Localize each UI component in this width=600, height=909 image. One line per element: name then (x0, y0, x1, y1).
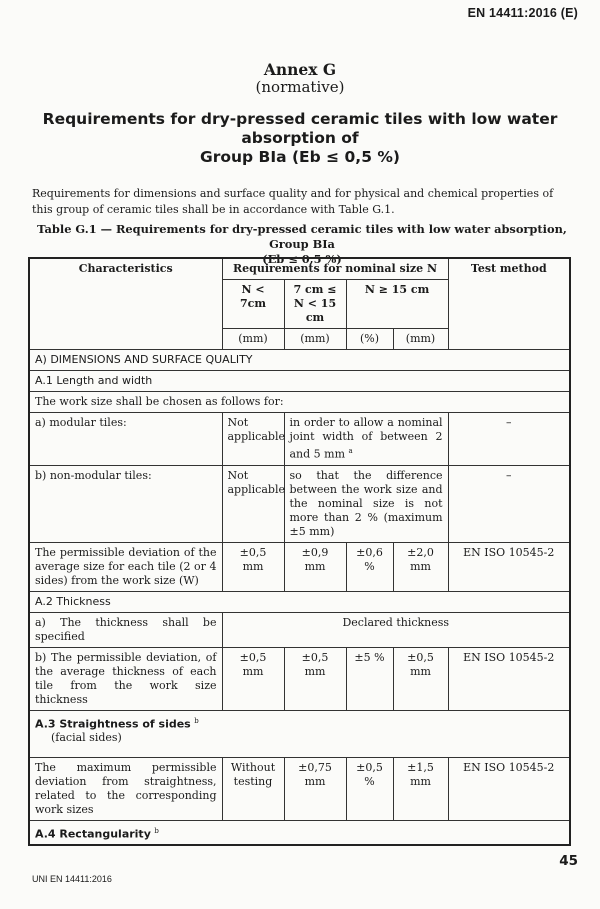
unit-mm: (mm) (222, 329, 284, 350)
straightness-value: Without testing (222, 757, 284, 820)
annex-heading (30, 110, 570, 167)
nonmodular-tiles-label: b) non-modular tiles: (29, 465, 222, 542)
thickness-deviation-value: ±0,5 mm (393, 647, 448, 710)
straightness-test-method: EN ISO 10545-2 (448, 757, 570, 820)
header-test-method: Test method (448, 258, 570, 350)
table-row (29, 413, 570, 466)
modular-test-method: – (448, 413, 570, 466)
section-row (29, 350, 570, 371)
header-requirements: Requirements for nominal size N (222, 258, 448, 280)
straightness-value: ±0,75 mm (284, 757, 346, 820)
straightness-label: The maximum permissible deviation from straightness, related to the corresponding work sizes (29, 757, 222, 820)
table-row (29, 465, 570, 542)
modular-not-applicable: Not applicable (222, 413, 284, 466)
annex-heading-line2: Group BIa (Eb ≤ 0,5 %) (200, 148, 400, 166)
unit-mm: (mm) (284, 329, 346, 350)
thickness-deviation-value: ±0,5 mm (222, 647, 284, 710)
table-caption-line1: Table G.1 — Requirements for dry-pressed ceramic tiles with low water absorption, Group BIa (37, 222, 567, 251)
footnote-a-marker: a (348, 447, 353, 455)
intro-paragraph: Requirements for dimensions and surface quality and for physical and chemical properties of this group of ceramic tiles shall be in accordance with Table G.1. (32, 187, 554, 216)
header-characteristics: Characteristics (29, 258, 222, 350)
subsection-a4-title: A.4 Rectangularity (35, 827, 151, 841)
subsection-row (29, 710, 570, 757)
unit-percent: (%) (346, 329, 393, 350)
table-caption-line2: (Eb ≤ 0,5 %) (262, 252, 342, 266)
thickness-a-label: a) The thickness shall be specified (29, 612, 222, 647)
subheader-n-ge-15: N ≥ 15 cm (346, 280, 448, 329)
requirements-table (28, 257, 571, 846)
standard-reference: EN 14411:2016 (E) (467, 6, 578, 20)
declared-thickness: Declared thickness (222, 612, 570, 647)
size-deviation-test-method: EN ISO 10545-2 (448, 542, 570, 591)
modular-requirement (284, 413, 448, 466)
size-deviation-value: ±0,6 % (346, 542, 393, 591)
subheader-n-lt-7: N < 7cm (222, 280, 284, 329)
nonmodular-not-applicable: Not applicable (222, 465, 284, 542)
subsection-a4 (29, 820, 570, 845)
subheader-7-to-15: 7 cm ≤ N < 15 cm (284, 280, 346, 329)
thickness-test-method: EN ISO 10545-2 (448, 647, 570, 710)
subsection-a3-title: A.3 Straightness of sides (35, 717, 191, 731)
unit-mm: (mm) (393, 329, 448, 350)
section-a-title: A) DIMENSIONS AND SURFACE QUALITY (29, 350, 570, 371)
annex-title: Annex G (263, 60, 337, 79)
subsection-row (29, 591, 570, 612)
subsection-a1-title: A.1 Length and width (29, 371, 570, 392)
footer-document-id: UNI EN 14411:2016 (32, 874, 112, 884)
size-deviation-label: The permissible deviation of the average size for each tile (2 or 4 sides) from the work size (W) (29, 542, 222, 591)
subsection-row (29, 371, 570, 392)
size-deviation-value: ±0,9 mm (284, 542, 346, 591)
thickness-deviation-value: ±0,5 mm (284, 647, 346, 710)
nonmodular-test-method: – (448, 465, 570, 542)
subsection-row (29, 820, 570, 845)
header-row (29, 258, 570, 280)
annex-subtitle: (normative) (255, 78, 345, 96)
straightness-value: ±0,5 % (346, 757, 393, 820)
table-row (29, 612, 570, 647)
footnote-b-marker: b (154, 826, 159, 835)
straightness-value: ±1,5 mm (393, 757, 448, 820)
table-row (29, 757, 570, 820)
modular-tiles-label: a) modular tiles: (29, 413, 222, 466)
size-deviation-value: ±0,5 mm (222, 542, 284, 591)
footnote-b-marker: b (194, 716, 199, 725)
thickness-deviation-value: ±5 % (346, 647, 393, 710)
thickness-b-label: b) The permissible deviation, of the average thickness of each tile from the work size thickness (29, 647, 222, 710)
note-row (29, 392, 570, 413)
modular-requirement-text: in order to allow a nominal joint width of between 2 and 5 mm (289, 416, 443, 461)
subsection-a2-title: A.2 Thickness (29, 591, 570, 612)
subsection-a3-subtitle: (facial sides) (51, 731, 122, 745)
work-size-note: The work size shall be chosen as follows for: (29, 392, 570, 413)
size-deviation-value: ±2,0 mm (393, 542, 448, 591)
page-number: 45 (559, 853, 578, 869)
nonmodular-requirement: so that the difference between the work size and the nominal size is not more than 2 % (maximum ±5 mm) (284, 465, 448, 542)
annex-heading-line1: Requirements for dry-pressed ceramic tiles with low water absorption of (42, 110, 558, 147)
table-row (29, 542, 570, 591)
table-row (29, 647, 570, 710)
subsection-a3 (29, 710, 570, 757)
